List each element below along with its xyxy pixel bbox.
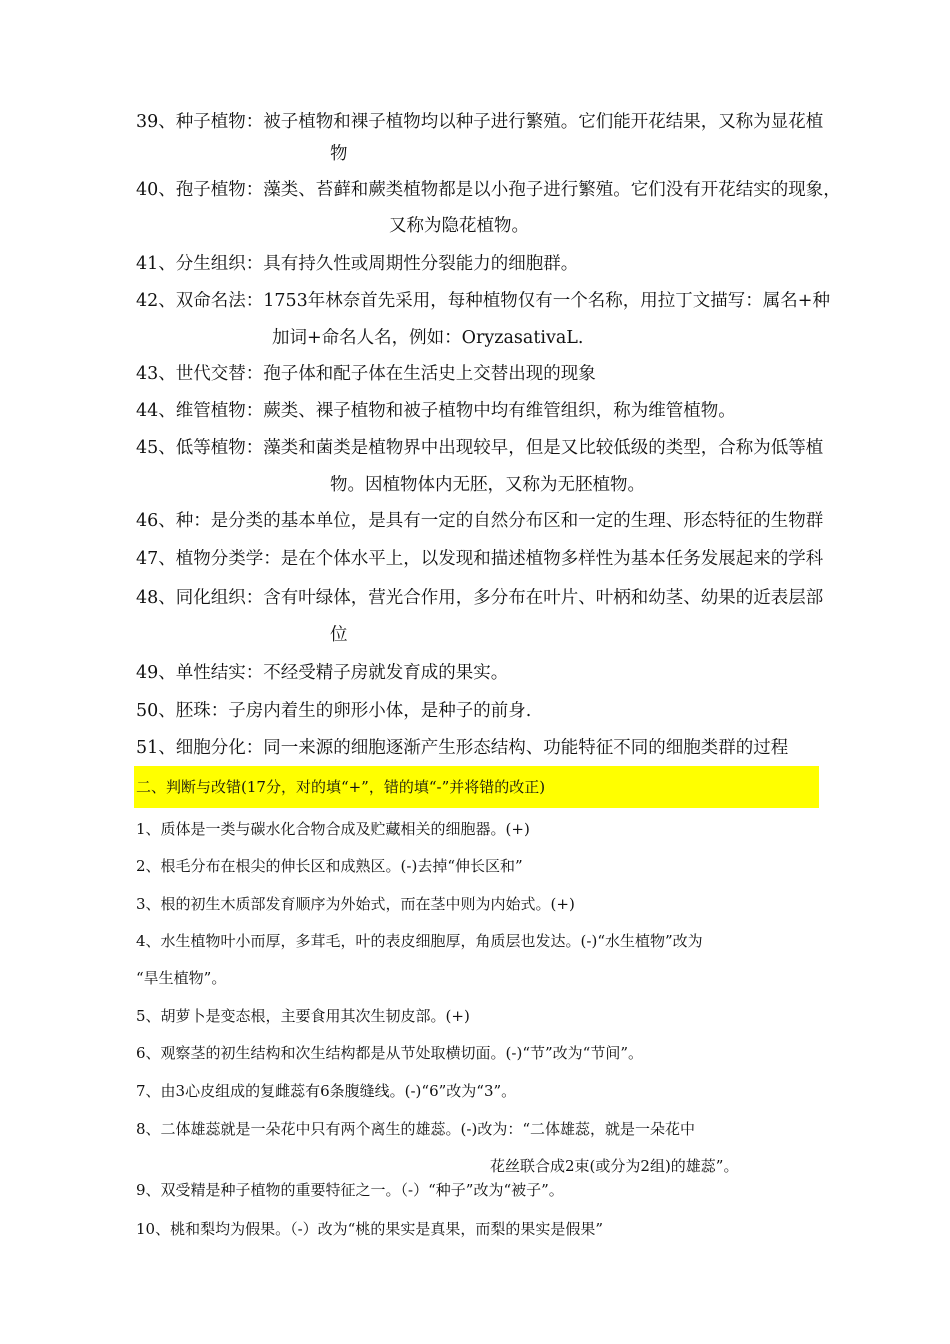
judgment-6: 6、观察茎的初生结构和次生结构都是从节处取横切面。(-)“节”改为“节间”。 <box>136 1044 643 1062</box>
definition-42-cont: 加词+命名人名，例如：OryzasativaL. <box>272 328 584 348</box>
judgment-4-cont: “旱生植物”。 <box>136 969 227 987</box>
definition-40-cont: 又称为隐花植物。 <box>389 216 529 236</box>
definition-50: 50、胚珠：子房内着生的卵形小体，是种子的前身. <box>136 701 532 721</box>
definition-43: 43、世代交替：孢子体和配子体在生活史上交替出现的现象 <box>136 364 596 384</box>
definition-42: 42、双命名法：1753年林奈首先采用，每种植物仅有一个名称，用拉丁文描写：属名+种 <box>136 291 830 311</box>
judgment-2: 2、根毛分布在根尖的伸长区和成熟区。(-)去掉“伸长区和” <box>136 857 523 875</box>
judgment-7: 7、由3心皮组成的复雌蕊有6条腹缝线。(-)“6”改为“3”。 <box>136 1082 517 1100</box>
judgment-5: 5、胡萝卜是变态根，主要食用其次生韧皮部。(+) <box>136 1007 470 1025</box>
definition-39-cont: 物 <box>330 144 348 164</box>
judgment-10: 10、桃和梨均为假果。（-）改为“桃的果实是真果，而梨的果实是假果” <box>136 1220 603 1238</box>
definition-44: 44、维管植物：蕨类、裸子植物和被子植物中均有维管组织，称为维管植物。 <box>136 401 736 421</box>
judgment-3: 3、根的初生木质部发育顺序为外始式，而在茎中则为内始式。(+) <box>136 895 575 913</box>
definition-40: 40、孢子植物：藻类、苔藓和蕨类植物都是以小孢子进行繁殖。它们没有开花结实的现象， <box>136 180 841 200</box>
definition-48-cont: 位 <box>330 625 348 645</box>
definition-47: 47、植物分类学：是在个体水平上，以发现和描述植物多样性为基本任务发展起来的学科 <box>136 549 824 569</box>
definition-49: 49、单性结实：不经受精子房就发育成的果实。 <box>136 663 509 683</box>
definition-46: 46、种：是分类的基本单位，是具有一定的自然分布区和一定的生理、形态特征的生物群 <box>136 511 824 531</box>
definition-45: 45、低等植物：藻类和菌类是植物界中出现较早，但是又比较低级的类型，合称为低等植 <box>136 438 824 458</box>
section-title: 二、判断与改错(17分，对的填“+”，错的填“-”并将错的改正) <box>136 778 546 796</box>
definition-41: 41、分生组织：具有持久性或周期性分裂能力的细胞群。 <box>136 254 579 274</box>
judgment-1: 1、质体是一类与碳水化合物合成及贮藏相关的细胞器。(+) <box>136 820 530 838</box>
definition-45-cont: 物。因植物体内无胚，又称为无胚植物。 <box>330 475 645 495</box>
definition-48: 48、同化组织：含有叶绿体，营光合作用，多分布在叶片、叶柄和幼茎、幼果的近表层部 <box>136 588 824 608</box>
judgment-8: 8、二体雄蕊就是一朵花中只有两个离生的雄蕊。(-)改为：“二体雄蕊，就是一朵花中 <box>136 1120 695 1138</box>
definition-39: 39、种子植物：被子植物和裸子植物均以种子进行繁殖。它们能开花结果，又称为显花植 <box>136 112 824 132</box>
definition-51: 51、细胞分化：同一来源的细胞逐渐产生形态结构、功能特征不同的细胞类群的过程 <box>136 738 789 758</box>
judgment-4: 4、水生植物叶小而厚，多茸毛，叶的表皮细胞厚，角质层也发达。(-)“水生植物”改为 <box>136 932 703 950</box>
judgment-9: 9、双受精是种子植物的重要特征之一。（-）“种子”改为“被子”。 <box>136 1181 564 1199</box>
judgment-8-cont: 花丝联合成2束(或分为2组)的雄蕊”。 <box>490 1157 739 1175</box>
